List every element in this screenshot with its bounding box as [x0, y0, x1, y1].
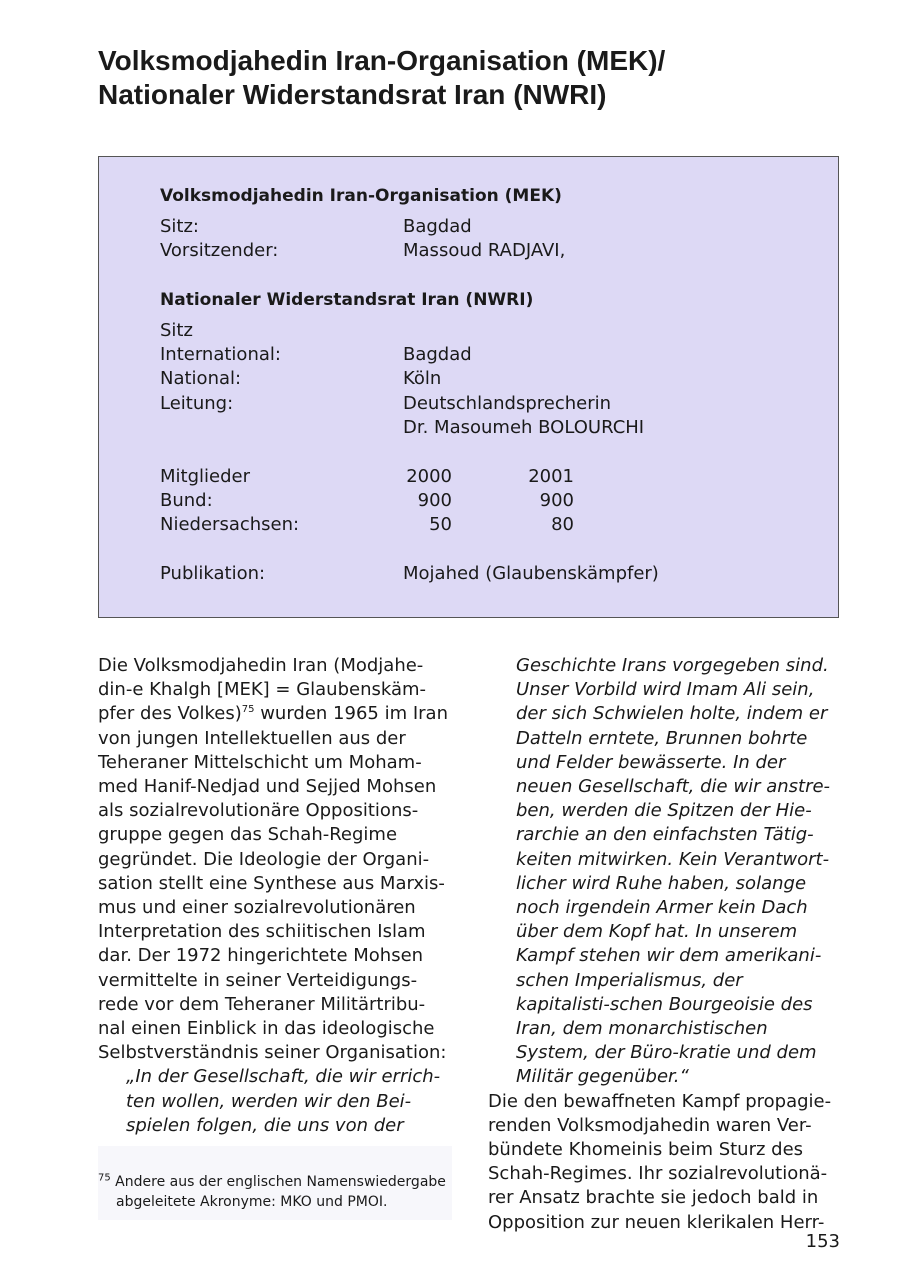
right-paragraph: Die den bewaffneten Kampf propagie-renden Volksmodjahedin waren Ver-bündete Khomeinis beim Sturz des Schah-Regimes. Ihr sozialrevolutionä-rer Ansatz brachte sie jedoch bald in Opposition zur neuen klerikalen Herr-	[488, 1090, 832, 1233]
niedersachsen-label: Niedersachsen:	[160, 514, 300, 535]
bund-label: Bund:	[160, 490, 213, 511]
right-column	[488, 654, 840, 1235]
sitz-value: Bagdad	[403, 216, 472, 237]
footnote-line-1: Andere aus der englischen Namenswiedergabe	[110, 1174, 446, 1190]
leitung-value-2: Dr. Masoumeh BOLOURCHI	[403, 417, 645, 438]
footnote-line-2: abgeleitete Akronyme: MKO und PMOI.	[116, 1194, 388, 1210]
left-quote: „In der Gesellschaft, die wir errich-ten wollen, werden wir den Bei-spielen folgen, die uns von der	[126, 1066, 441, 1136]
left-paragraph-b: wurden 1965 im Iran von jungen Intellektuellen aus der Teheraner Mittelschicht um Moham-med Hanif-Nedjad und Sejjed Mohsen als sozialrevolutionäre Oppositions-gruppe gegen das Schah-Regime gegründet. Die Ideologie der Organi-sation stellt eine Synthese aus Marxis-mus und einer sozialrevolutionären Interpretation des schiitischen Islam dar. Der 1972 hingerichtete Mohsen vermittelte in seiner Verteidigungs-rede vor dem Teheraner Militärtribu-nal einen Einblick in das ideologische Selbstverständnis seiner Organisation:	[98, 703, 448, 1064]
members-label: Mitglieder	[160, 466, 250, 487]
national-label: National:	[160, 368, 242, 389]
footnote	[98, 1172, 458, 1212]
publikation-value: Mojahed (Glaubenskämpfer)	[403, 563, 659, 584]
nwri-heading: Nationaler Widerstandsrat Iran (NWRI)	[160, 290, 534, 310]
left-paragraph-a: Die Volksmodjahedin Iran (Modjahe-din-e Khalgh [MEK] = Glaubenskäm-pfer des Volkes)	[98, 655, 427, 725]
mek-heading: Volksmodjahedin Iran-Organisation (MEK)	[160, 186, 562, 206]
niedersachsen-2000: 50	[429, 514, 452, 535]
page-number: 153	[805, 1231, 840, 1252]
leitung-value-1: Deutschlandsprecherin	[403, 393, 612, 414]
info-box	[98, 156, 839, 618]
right-quote: Geschichte Irans vorgegeben sind. Unser Vorbild wird Imam Ali sein, der sich Schwielen holte, indem er Datteln erntete, Brunnen bohrte und Felder bewässerte. In der neuen Gesellschaft, die wir anstre-ben, werden die Spitzen der Hie-rarchie an den einfachsten Tätig-keiten mitwirken. Kein Verantwort-licher wird Ruhe haben, solange noch irgendein Armer kein Dach über dem Kopf hat. In unserem Kampf stehen wir dem amerikani-schen Imperialismus, der kapitalisti-schen Bourgeoisie des Iran, dem monarchistischen System, der Büro-kratie und dem Militär gegenüber.“	[516, 655, 831, 1088]
left-paragraph	[98, 654, 448, 1065]
vorsitz-value: Massoud RADJAVI,	[403, 240, 566, 261]
sitz-label: Sitz:	[160, 216, 199, 237]
sitz2-label: Sitz	[160, 320, 193, 341]
footnote-ref: 75	[241, 704, 255, 716]
bund-2001: 900	[539, 490, 574, 511]
international-value: Bagdad	[403, 344, 472, 365]
year-2000: 2000	[406, 466, 452, 487]
vorsitz-label: Vorsitzender:	[160, 240, 279, 261]
leitung-label: Leitung:	[160, 393, 234, 414]
international-label: International:	[160, 344, 281, 365]
national-value: Köln	[403, 368, 442, 389]
year-2001: 2001	[528, 466, 574, 487]
left-column	[98, 654, 448, 1138]
bund-2000: 900	[417, 490, 452, 511]
page-title-line-2: Nationaler Widerstandsrat Iran (NWRI)	[98, 79, 607, 110]
niedersachsen-2001: 80	[551, 514, 574, 535]
page-title-line-1: Volksmodjahedin Iran-Organisation (MEK)/	[98, 45, 666, 76]
footnote-marker: 75	[98, 1172, 111, 1184]
publikation-label: Publikation:	[160, 563, 266, 584]
page-title	[98, 44, 818, 112]
